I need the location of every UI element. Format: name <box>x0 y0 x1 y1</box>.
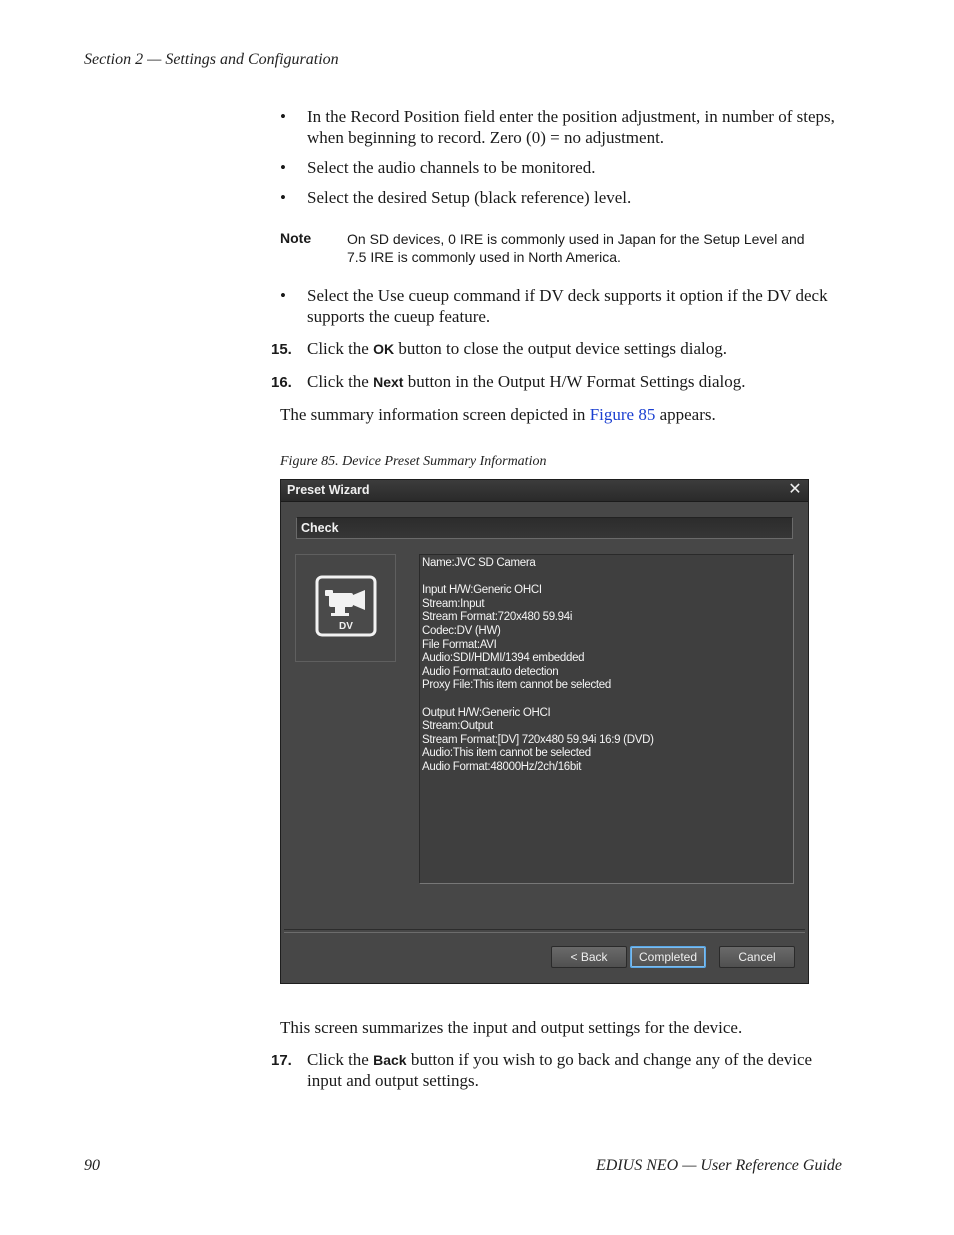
dialog-titlebar <box>281 480 808 502</box>
summary-line: Stream Format:720x480 59.94i <box>422 611 573 624</box>
summary-text-post: appears. <box>655 405 716 424</box>
summary-line: Codec:DV (HW) <box>422 625 501 637</box>
bullet-dot: • <box>280 107 286 126</box>
figure-85-link[interactable]: Figure 85 <box>589 405 656 424</box>
running-header: Section 2 — Settings and Configuration <box>84 51 339 68</box>
summary-text-area[interactable] <box>419 554 794 884</box>
step-number: 15. <box>271 341 292 358</box>
summary-text-pre: The summary information screen depicted in <box>280 405 590 424</box>
step-16 <box>271 372 851 394</box>
summary-line: Output H/W:Generic OHCI <box>422 706 551 719</box>
bullet-dot: • <box>280 188 286 207</box>
bullet-text: Select the audio channels to be monitored. <box>307 158 596 177</box>
step-15 <box>271 339 851 361</box>
note-label: Note <box>280 230 312 246</box>
step-17 <box>271 1050 851 1092</box>
page-number: 90 <box>84 1157 100 1174</box>
bullet-dot: • <box>280 158 286 177</box>
step-text-post: button to close the output device settings dialog. <box>394 339 727 358</box>
summary-line: Audio Format:48000Hz/2ch/16bit <box>422 761 582 773</box>
summary-line: Stream Format:[DV] 720x480 59.94i 16:9 (DVD) <box>422 733 654 746</box>
dialog-title: Preset Wizard <box>287 483 370 497</box>
step-number: 16. <box>271 374 292 391</box>
bullet-dot: • <box>280 286 286 305</box>
summary-line: Audio Format:auto detection <box>422 665 559 678</box>
bullet-text: Select the Use cueup command if DV deck supports it option if the DV deck supports the cueup feature. <box>307 286 828 326</box>
cancel-button[interactable]: Cancel <box>719 946 795 968</box>
step-text-pre: Click the <box>307 339 374 358</box>
bullet-setup-level <box>280 188 850 209</box>
bullet-cueup <box>280 286 850 328</box>
guide-title: EDIUS NEO — User Reference Guide <box>595 1157 842 1174</box>
check-label: Check <box>301 521 339 535</box>
figure-caption: Figure 85. Device Preset Summary Information <box>280 454 547 469</box>
dv-icon-label: DV <box>339 621 353 632</box>
summary-line: File Format:AVI <box>422 638 497 651</box>
step-number: 17. <box>271 1052 292 1069</box>
summary-line: Stream:Output <box>422 720 493 733</box>
step-text <box>307 1050 817 1091</box>
completed-button[interactable]: Completed <box>630 946 706 968</box>
summary-line: Audio:This item cannot be selected <box>422 747 591 760</box>
step-text-post: button in the Output H/W Format Settings dialog. <box>403 372 746 391</box>
note-text: On SD devices, 0 IRE is commonly used in Japan for the Setup Level and 7.5 IRE is commonly used in North America. <box>347 231 805 265</box>
bullet-text: In the Record Position field enter the position adjustment, in number of steps, when beginning to record. Zero (0) = no adjustment. <box>307 107 835 147</box>
step-text-pre: Click the <box>307 1050 374 1069</box>
dialog-separator <box>284 929 805 933</box>
summary-line: Proxy File:This item cannot be selected <box>422 679 612 692</box>
summary-line: Audio:SDI/HDMI/1394 embedded <box>422 652 585 665</box>
dv-camera-icon <box>315 575 377 637</box>
summary-line: Name:JVC SD Camera <box>422 557 536 569</box>
step-text-post: button if you wish to go back and change any of the device input and output settings. <box>307 1050 813 1090</box>
summary-line: Input H/W:Generic OHCI <box>422 584 542 597</box>
ui-term-next: Next <box>373 374 404 390</box>
ui-term-back: Back <box>373 1052 407 1068</box>
summary-paragraph <box>280 405 716 426</box>
bullet-audio-channels <box>280 158 850 179</box>
ui-term-ok: OK <box>373 341 395 357</box>
close-icon[interactable]: ✕ <box>788 481 802 498</box>
bullet-record-position <box>280 107 850 149</box>
preset-wizard-dialog <box>280 479 809 984</box>
step-text <box>307 372 746 393</box>
back-button[interactable]: < Back <box>551 946 627 968</box>
summary-line: Stream:Input <box>422 597 485 610</box>
check-section-header <box>296 517 793 539</box>
device-icon-panel <box>295 554 396 662</box>
step-text <box>307 339 727 360</box>
after-paragraph: This screen summarizes the input and output settings for the device. <box>280 1018 743 1037</box>
bullet-text: Select the desired Setup (black reference) level. <box>307 188 632 207</box>
step-text-pre: Click the <box>307 372 374 391</box>
